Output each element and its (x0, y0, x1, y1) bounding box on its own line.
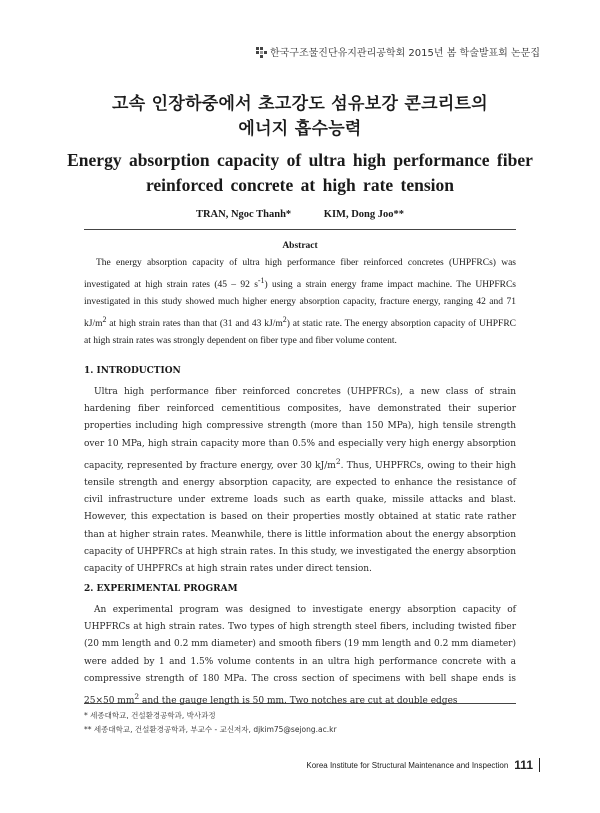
page-number: 111 (514, 758, 533, 772)
introduction-paragraph (84, 384, 516, 578)
author-first: TRAN, Ngoc Thanh* (195, 209, 292, 220)
paragraph-part: . Thus, UHPFRCs, owing to their high tensile strength and energy absorption capacity, are expected to enhance the resistance of civil infrastructure under extreme loads such as earth quake, missile attacks and blast. However, this expectation is based on their properties mostly obtained at static rate rather than at higher strain rates. Meanwhile, there is little information about the energy absorption capacity of UHPFRCs at high strain rates. In this study, we investigated the energy absorption capacity of UHPFRCs at high strain rates under direct tension. (84, 460, 516, 575)
footnote-first-author: * 세종대학교, 건설환경공학과, 박사과정 (84, 711, 216, 720)
author-second: KIM, Dong Joo** (323, 209, 405, 220)
footnote-rule (84, 703, 516, 704)
header-rule (84, 229, 516, 230)
footnote-corresponding-author: ** 세종대학교, 건설환경공학과, 부교수 - 교신저자, djkim75@sejong.ac.kr (84, 725, 337, 734)
paragraph-part: and the gauge length is 50 mm. Two notches are cut at double edges (139, 696, 458, 707)
footer-society-name: Korea Institute for Structural Maintenance and Inspection (306, 760, 509, 770)
paragraph-sup: 2 (335, 456, 341, 466)
section-heading-introduction: 1. INTRODUCTION (84, 366, 181, 376)
abstract-heading: Abstract (282, 241, 318, 251)
abstract-part: The energy absorption capacity of ultra high performance fiber reinforced concretes (UHPFRCs) was investigated at high strain rates (45 – 92 s (84, 258, 516, 291)
abstract-sup: -1 (257, 276, 265, 285)
section-heading-experimental: 2. EXPERIMENTAL PROGRAM (84, 584, 238, 594)
title-korean-line1: 고속 인장하중에서 초고강도 섬유보강 콘크리트의 (111, 94, 489, 114)
running-head (256, 44, 540, 59)
title-korean-line2: 에너지 흡수능력 (238, 119, 362, 139)
page-footer (306, 758, 540, 772)
authors (0, 209, 600, 220)
abstract-part: ) using a strain energy frame impact machine. The UHPFRCs investigated in this study showed much higher energy absorption capacity, fracture energy, ranging 42 and 71 kJ/m (84, 280, 516, 330)
abstract-sup: 2 (282, 315, 287, 325)
title-english-line1: Energy absorption capacity of ultra high performance fiber (67, 150, 533, 170)
experimental-paragraph (84, 602, 516, 710)
paragraph-sup: 2 (134, 692, 140, 702)
tiles-icon (256, 47, 266, 57)
abstract-part: at high strain rates than that (31 and 43 kJ/m (106, 319, 283, 330)
abstract-sup: 2 (102, 315, 107, 325)
footer-divider (539, 758, 540, 772)
paragraph-part: An experimental program was designed to investigate energy absorption capacity of UHPFRCs at high strain rates. Two types of high strength steel fibers, including twisted fiber (20 mm length and 0.2 mm diameter) and smooth fibers (19 mm length and 0.2 mm diameter) were added by 1 and 1.5% volume contents in an ultra high performance concrete with a compressive strength of 180 MPa. The cross section of specimens with bell shape ends is 25×50 mm (84, 605, 516, 707)
paragraph-part: Ultra high performance fiber reinforced concretes (UHPFRCs), a new class of strain hardening fiber reinforced cementitious composites, have demonstrated their superior properties including high compressive strength (more than 150 MPa), high tensile strength over 10 MPa, high strain capacity more than 0.5% and especially very high energy absorption capacity, represented by fracture energy, over 30 kJ/m (84, 387, 516, 471)
title-english (0, 148, 600, 198)
title-english-line2: reinforced concrete at high rate tension (145, 175, 455, 195)
title-korean (0, 92, 600, 142)
abstract-part: ) at static rate. The energy absorption capacity of UHPFRC at high strain rates was strongly dependent on fiber type and fiber volume content. (84, 319, 516, 347)
abstract-text (84, 255, 516, 350)
running-head-text: 한국구조물진단유지관리공학회 2015년 봄 학술발표회 논문집 (269, 48, 540, 59)
